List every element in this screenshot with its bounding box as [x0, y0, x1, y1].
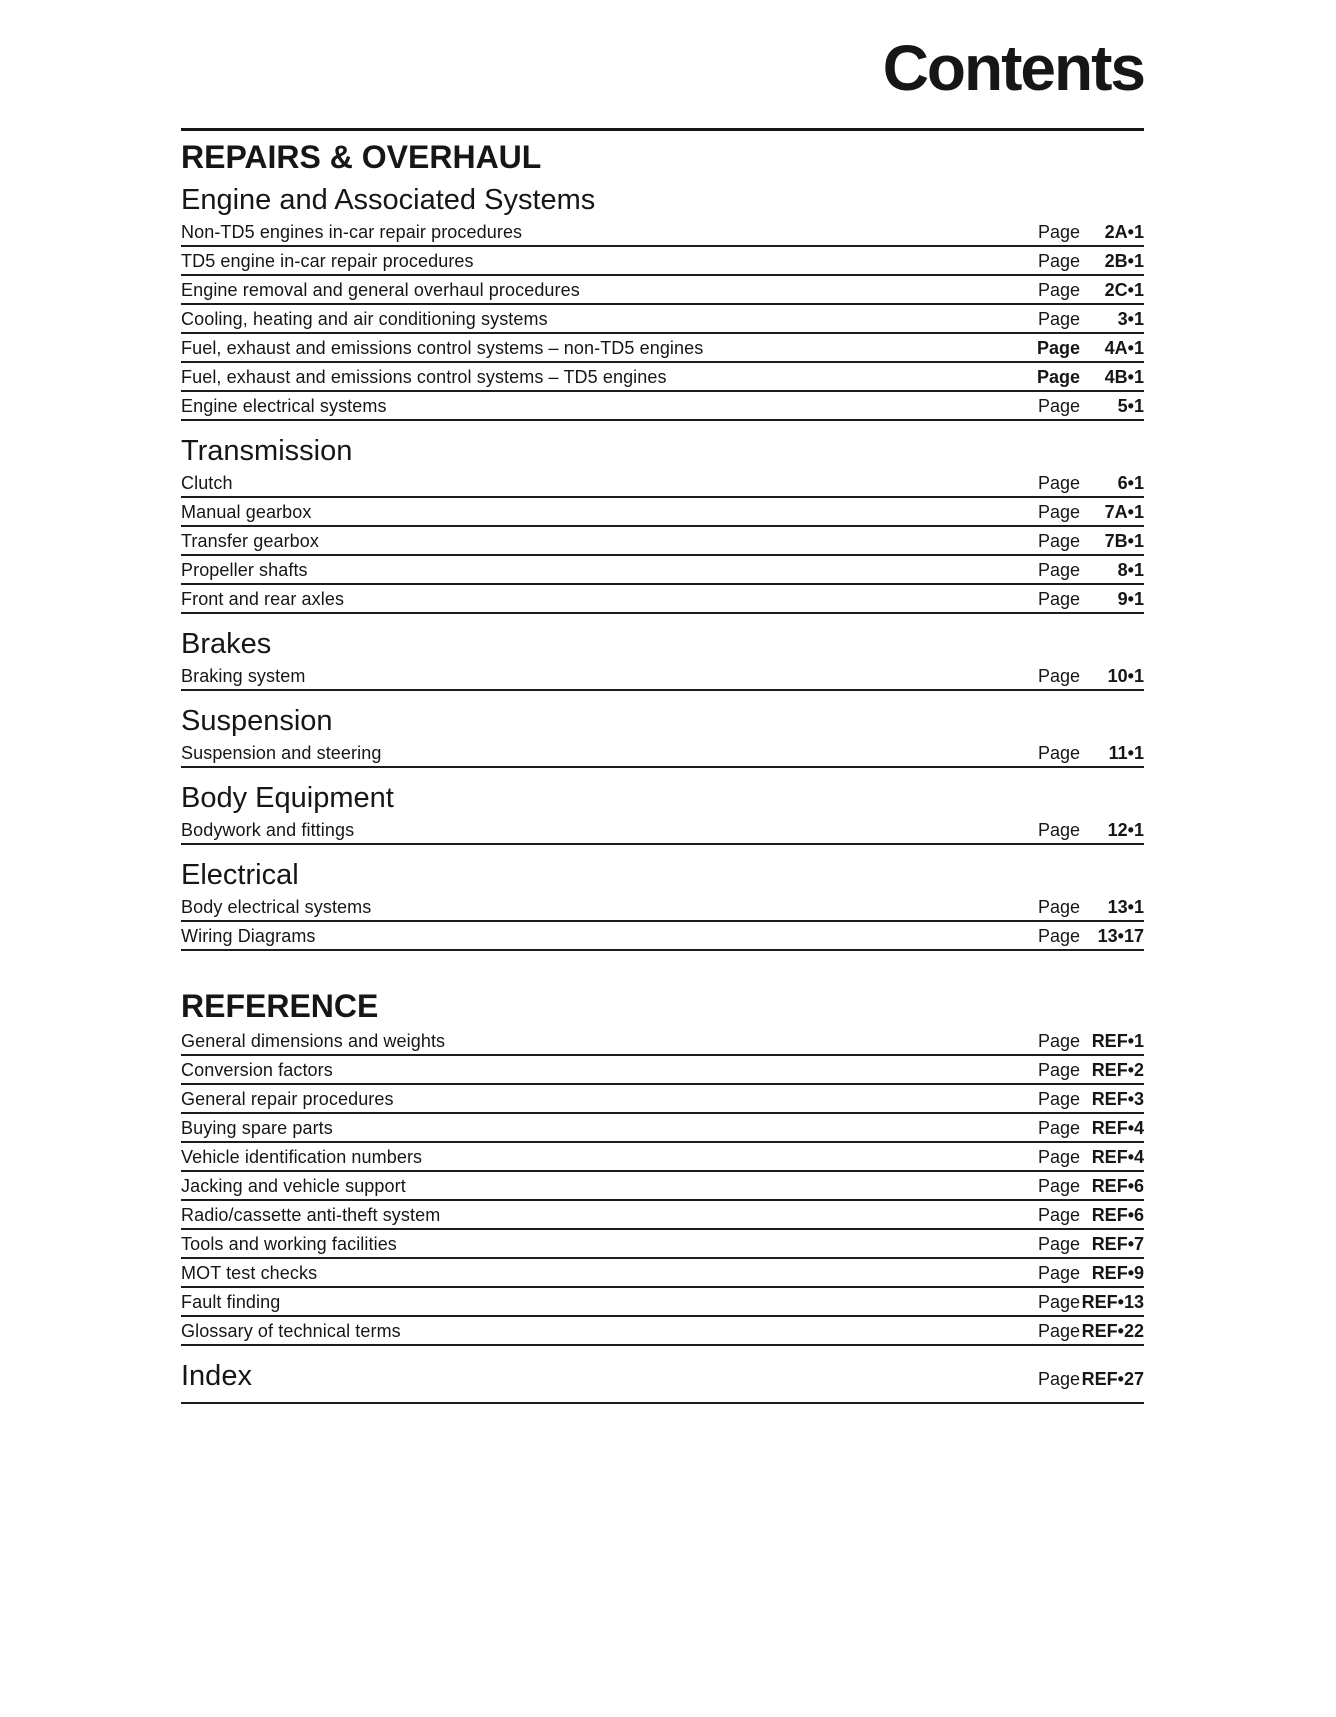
repairs-overhaul-heading: REPAIRS & OVERHAUL: [181, 139, 542, 175]
page-ref: [1038, 1321, 1144, 1341]
group-transmission: [181, 435, 1144, 614]
page-word: Page: [1037, 280, 1080, 300]
group-suspension: [181, 705, 1144, 768]
toc-item-label: Suspension and steering: [181, 743, 382, 763]
page-number: 4B•1: [1104, 367, 1144, 387]
group-brakes: [181, 628, 1144, 691]
page-word: Page: [1037, 926, 1080, 946]
page-ref: [1037, 367, 1144, 387]
page-number: REF•7: [1091, 1234, 1144, 1254]
toc-row: [181, 1201, 1144, 1230]
page-word: Page: [1037, 743, 1080, 763]
page-word: Page: [1037, 1060, 1080, 1080]
page-word: Page: [1037, 1292, 1080, 1312]
page-ref: [1038, 1060, 1144, 1080]
toc-item-label: Transfer gearbox: [181, 531, 319, 551]
toc-item-label: TD5 engine in-car repair procedures: [181, 251, 474, 271]
page-number: 2A•1: [1104, 222, 1144, 242]
page-word: Page: [1037, 502, 1080, 522]
page-word: Page: [1037, 473, 1080, 493]
page-ref: [1038, 1176, 1144, 1196]
page-number: REF•4: [1091, 1147, 1144, 1167]
page-word: Page: [1037, 531, 1080, 551]
reference-heading: REFERENCE: [181, 988, 379, 1024]
page-number: 7A•1: [1104, 502, 1144, 522]
page-word: Page: [1037, 820, 1080, 840]
toc-row: [181, 1317, 1144, 1346]
page-ref: [1038, 251, 1144, 271]
toc-row: [181, 527, 1144, 556]
page-number: 2B•1: [1104, 251, 1144, 271]
page-number: 11•1: [1108, 743, 1144, 763]
toc-item-label: General repair procedures: [181, 1089, 394, 1109]
page-ref: [1038, 743, 1144, 763]
page-ref: [1038, 820, 1144, 840]
page-number: REF•3: [1091, 1089, 1144, 1109]
toc-item-label: Clutch: [181, 473, 233, 493]
page-ref: [1038, 1118, 1144, 1138]
page-ref: [1038, 1089, 1144, 1109]
toc-row: [181, 469, 1144, 498]
page-word: Page: [1037, 1263, 1080, 1283]
reference-rows: [181, 1027, 1144, 1346]
toc-row: [181, 1114, 1144, 1143]
page-ref: [1038, 222, 1144, 242]
page-number: REF•4: [1091, 1118, 1144, 1138]
page-number: 13•17: [1097, 926, 1144, 946]
group-heading-transmission: Transmission: [181, 435, 353, 467]
page-number: 3•1: [1117, 309, 1144, 329]
page-word: Page: [1037, 396, 1080, 416]
group-heading-engine: Engine and Associated Systems: [181, 184, 596, 216]
page-ref: [1038, 473, 1144, 493]
toc-item-label: Cooling, heating and air conditioning systems: [181, 309, 548, 329]
page-ref: [1038, 1369, 1144, 1390]
toc-row: [181, 276, 1144, 305]
toc-item-label: Manual gearbox: [181, 502, 312, 522]
page-word: Page: [1037, 1118, 1080, 1138]
toc-row: [181, 556, 1144, 585]
page-number: REF•2: [1091, 1060, 1144, 1080]
toc-item-label: Fuel, exhaust and emissions control systems – TD5 engines: [181, 367, 667, 387]
toc-item-label: Engine electrical systems: [181, 396, 387, 416]
group-heading-suspension: Suspension: [181, 705, 333, 737]
page-number: REF•13: [1081, 1292, 1144, 1312]
page-word: Page: [1037, 1176, 1080, 1196]
page-word: Page: [1037, 1031, 1080, 1051]
page-ref: [1038, 1147, 1144, 1167]
toc-item-label: Fuel, exhaust and emissions control systems – non-TD5 engines: [181, 338, 704, 358]
page-word: Page: [1037, 1321, 1080, 1341]
page-word: Page: [1037, 251, 1080, 271]
toc-item-label: Wiring Diagrams: [181, 926, 316, 946]
toc-row: [181, 585, 1144, 614]
toc-row: [181, 247, 1144, 276]
toc-item-label: Jacking and vehicle support: [181, 1176, 406, 1196]
toc-item-label: Fault finding: [181, 1292, 281, 1312]
toc-row: [181, 363, 1144, 392]
page-ref: [1038, 1205, 1144, 1225]
toc-item-label: Non-TD5 engines in-car repair procedures: [181, 222, 523, 242]
toc-row: [181, 1056, 1144, 1085]
page-ref: [1038, 280, 1144, 300]
page-number: 10•1: [1107, 666, 1144, 686]
page-word: Page: [1037, 666, 1080, 686]
toc-item-label: Vehicle identification numbers: [181, 1147, 423, 1167]
page-number: 2C•1: [1104, 280, 1144, 300]
page-ref: [1038, 897, 1144, 917]
page-number: 9•1: [1117, 589, 1144, 609]
page-number: REF•22: [1081, 1321, 1144, 1341]
page-word: Page: [1037, 1369, 1080, 1389]
reference-section: [181, 987, 1144, 1346]
page-ref: [1038, 1031, 1144, 1051]
page-ref: [1038, 502, 1144, 522]
group-heading-body-equipment: Body Equipment: [181, 782, 394, 814]
page-number: 5•1: [1117, 396, 1144, 416]
group-engine: [181, 184, 1144, 421]
toc-row: [181, 334, 1144, 363]
page-number: 7B•1: [1104, 531, 1144, 551]
page-number: 6•1: [1117, 473, 1144, 493]
page-number: 12•1: [1107, 820, 1144, 840]
page-word: Page: [1037, 1089, 1080, 1109]
toc-row: [181, 893, 1144, 922]
toc-item-label: Tools and working facilities: [181, 1234, 397, 1254]
toc-item-label: Buying spare parts: [181, 1118, 333, 1138]
toc-item-label: Radio/cassette anti-theft system: [181, 1205, 441, 1225]
page-ref: [1038, 1292, 1144, 1312]
contents-page: [181, 0, 1144, 1404]
toc-row: [181, 1259, 1144, 1288]
page-number: REF•27: [1081, 1369, 1144, 1389]
page-word: Page: [1037, 309, 1080, 329]
toc-row: [181, 498, 1144, 527]
page-number: REF•1: [1091, 1031, 1144, 1051]
page-word: Page: [1036, 367, 1080, 387]
toc-item-label: MOT test checks: [181, 1263, 318, 1283]
index-block: [181, 1360, 1144, 1404]
page-word: Page: [1037, 1147, 1080, 1167]
toc-item-label: Braking system: [181, 666, 306, 686]
page-number: 13•1: [1107, 897, 1144, 917]
toc-item-label: Bodywork and fittings: [181, 820, 355, 840]
toc-row: [181, 1143, 1144, 1172]
group-electrical: [181, 859, 1144, 951]
page-ref: [1038, 531, 1144, 551]
toc-row: [181, 218, 1144, 247]
toc-item-label: Conversion factors: [181, 1060, 333, 1080]
toc-row: [181, 1085, 1144, 1114]
group-heading-electrical: Electrical: [181, 859, 299, 891]
page-title: Contents: [181, 34, 1144, 131]
toc-row: [181, 922, 1144, 951]
index-heading: Index: [181, 1360, 252, 1392]
page-word: Page: [1037, 1205, 1080, 1225]
page-number: REF•6: [1091, 1205, 1144, 1225]
page-word: Page: [1037, 897, 1080, 917]
page-number: 4A•1: [1104, 338, 1144, 358]
page-ref: [1038, 560, 1144, 580]
toc-row: [181, 1027, 1144, 1056]
toc-row: [181, 1230, 1144, 1259]
page-ref: [1038, 666, 1144, 686]
page-ref: [1038, 926, 1144, 946]
page-ref: [1038, 589, 1144, 609]
page-number: REF•9: [1091, 1263, 1144, 1283]
page-word: Page: [1037, 560, 1080, 580]
page-number: 8•1: [1117, 560, 1144, 580]
page-ref: [1038, 1263, 1144, 1283]
page-ref: [1038, 396, 1144, 416]
toc-item-label: Engine removal and general overhaul procedures: [181, 280, 580, 300]
toc-item-label: Propeller shafts: [181, 560, 308, 580]
page-word: Page: [1037, 1234, 1080, 1254]
page-word: Page: [1037, 589, 1080, 609]
toc-row: [181, 1172, 1144, 1201]
group-heading-brakes: Brakes: [181, 628, 272, 660]
toc-row: [181, 305, 1144, 334]
toc-row: [181, 739, 1144, 768]
toc-item-label: General dimensions and weights: [181, 1031, 446, 1051]
group-body-equipment: [181, 782, 1144, 845]
page-ref: [1038, 1234, 1144, 1254]
toc-row: [181, 816, 1144, 845]
toc-row: [181, 1288, 1144, 1317]
toc-item-label: Body electrical systems: [181, 897, 372, 917]
page-ref: [1037, 338, 1144, 358]
page-number: REF•6: [1091, 1176, 1144, 1196]
page-word: Page: [1036, 338, 1080, 358]
toc-item-label: Front and rear axles: [181, 589, 345, 609]
page-word: Page: [1037, 222, 1080, 242]
toc-row: [181, 392, 1144, 421]
toc-row: [181, 662, 1144, 691]
toc-item-label: Glossary of technical terms: [181, 1321, 401, 1341]
page-ref: [1038, 309, 1144, 329]
